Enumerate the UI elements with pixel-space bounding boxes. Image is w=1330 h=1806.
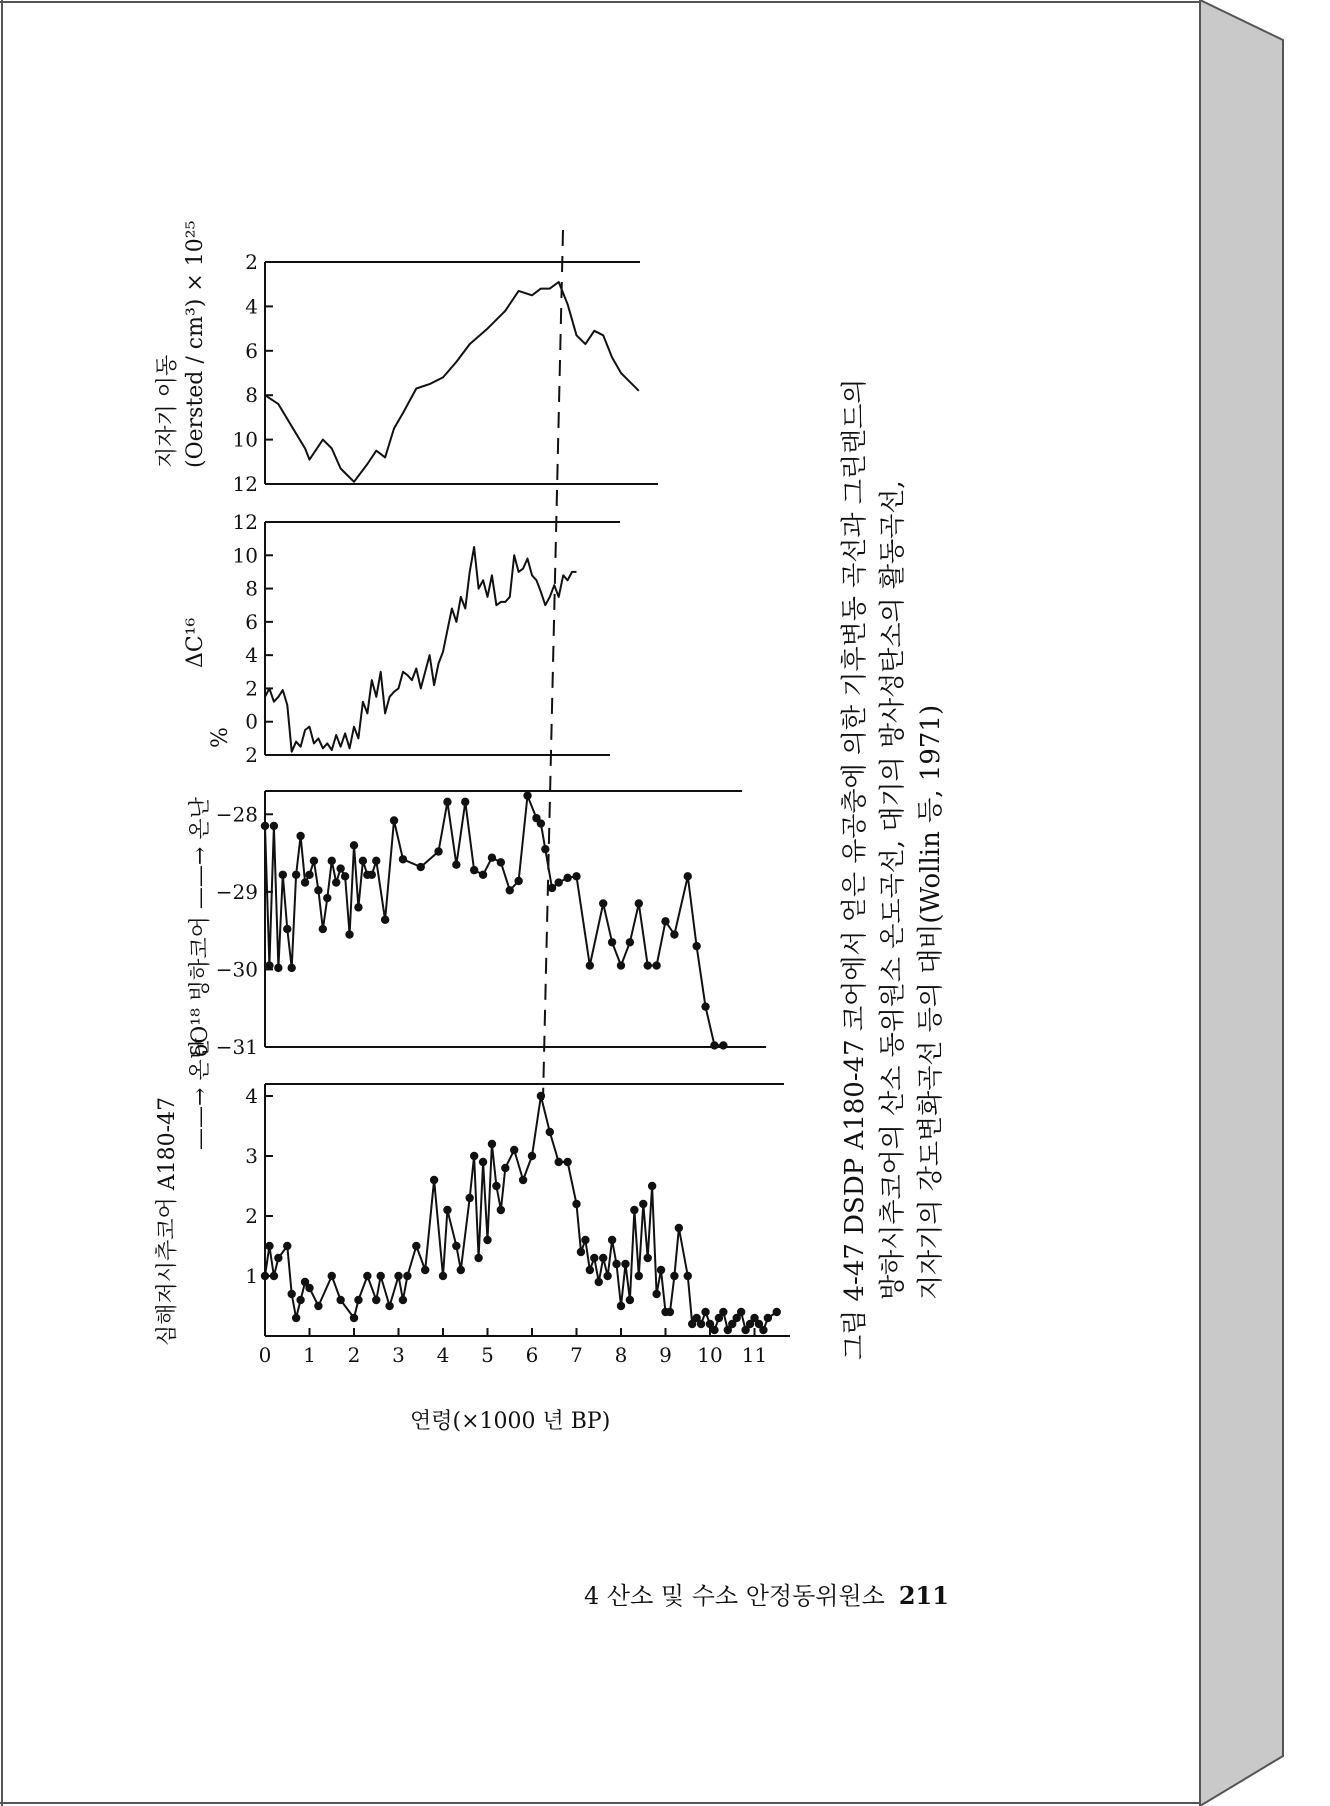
- geo-label-line1: 지자기 이동: [155, 354, 180, 468]
- ice_core_d18O-point: [323, 894, 331, 902]
- deep_sea_core_A180-47-point: [470, 1152, 478, 1160]
- deep_sea_core_A180-47-point: [377, 1272, 385, 1280]
- deep_sea_core_A180-47-point: [586, 1266, 594, 1274]
- ice_core_d18O-point: [319, 925, 327, 933]
- ice_core_d18O-point: [537, 819, 545, 827]
- ice-label: δO¹⁸ 빙하코어 ——→ 온난: [188, 797, 213, 1057]
- ice_core_d18O-point: [719, 1041, 727, 1049]
- c14-tick-label: 8: [245, 576, 258, 601]
- deep_sea_core_A180-47-point: [652, 1290, 660, 1298]
- ice_core_d18O-point: [301, 878, 309, 886]
- deep_sea_core_A180-47-point: [292, 1314, 300, 1322]
- deep_sea_core_A180-47-point: [274, 1254, 282, 1262]
- core-label-line1: 심해저시추코어 A180-47: [155, 1096, 180, 1346]
- ice-tick-label: −30: [215, 957, 258, 982]
- c14-tick-label: 2: [245, 743, 258, 767]
- deep_sea_core_A180-47-point: [488, 1140, 496, 1148]
- c14-tick-label: 0: [245, 709, 258, 734]
- x-tick-label: 4: [436, 1343, 450, 1367]
- ice_core_d18O-point: [336, 864, 344, 872]
- ice_core_d18O-point: [548, 884, 556, 892]
- ice_core_d18O-point: [261, 822, 269, 830]
- deep_sea_core_A180-47-point: [399, 1296, 407, 1304]
- deep_sea_core_A180-47-point: [572, 1200, 580, 1208]
- ice_core_d18O-point: [461, 798, 469, 806]
- ice_core_d18O-point: [328, 857, 336, 865]
- ice_core_d18O-point: [701, 1002, 709, 1010]
- deep_sea_core_A180-47-point: [599, 1254, 607, 1262]
- deep_sea_core_A180-47-point: [537, 1092, 545, 1100]
- deep_sea_core_A180-47-point: [773, 1308, 781, 1316]
- deep_sea_core_A180-47-point: [612, 1260, 620, 1268]
- deep_sea_core_A180-47-point: [608, 1236, 616, 1244]
- deep_sea_core_A180-47-point: [288, 1290, 296, 1298]
- deep_sea_core_A180-47-point: [563, 1158, 571, 1166]
- core-tick-label: 3: [245, 1144, 258, 1168]
- ice_core_d18O-point: [599, 899, 607, 907]
- deep_sea_core_A180-47-point: [670, 1272, 678, 1280]
- c14-tick-label: 6: [245, 609, 258, 634]
- ice_core_d18O-point: [279, 871, 287, 879]
- x-tick-label: 0: [258, 1343, 272, 1367]
- geo-tick-label: 2: [245, 250, 258, 274]
- page-footer: [584, 1576, 949, 1611]
- deep_sea_core_A180-47-point: [363, 1272, 371, 1280]
- footer-text: 4 산소 및 수소 안정동위원소: [584, 1582, 885, 1610]
- deep_sea_core_A180-47-point: [764, 1314, 772, 1322]
- deep_sea_core_A180-47-line: [265, 1096, 777, 1330]
- geo-label-line2: (Oersted / cm³) × 10²⁵: [183, 220, 208, 468]
- geo-ticks: [233, 250, 273, 496]
- core-label-line2: ——→ 온난: [188, 1038, 213, 1150]
- deep_sea_core_A180-47-point: [621, 1260, 629, 1268]
- ice_core_d18O-point: [372, 857, 380, 865]
- deep_sea_core_A180-47-point: [314, 1302, 322, 1310]
- ice-tick-label: −31: [215, 1035, 258, 1059]
- ice_core_d18O-point: [684, 872, 692, 880]
- core-tick-label: 1: [245, 1264, 258, 1288]
- deep_sea_core_A180-47-point: [635, 1272, 643, 1280]
- deep_sea_core_A180-47-point: [412, 1242, 420, 1250]
- ice_core_d18O-point: [586, 961, 594, 969]
- deep_sea_core_A180-47-point: [657, 1266, 665, 1274]
- deep_sea_core_A180-47-point: [510, 1146, 518, 1154]
- ice_core_d18O-point: [270, 822, 278, 830]
- page-number: 211: [898, 1581, 949, 1610]
- core-tick-label: 4: [245, 1084, 258, 1108]
- deep_sea_core_A180-47-point: [666, 1308, 674, 1316]
- ice_core_d18O-point: [626, 938, 634, 946]
- deep_sea_core_A180-47-point: [737, 1308, 745, 1316]
- deep_sea_core_A180-47-point: [617, 1302, 625, 1310]
- deep_sea_core_A180-47-point: [439, 1272, 447, 1280]
- deep_sea_core_A180-47-point: [528, 1152, 536, 1160]
- ice_core_d18O-point: [608, 938, 616, 946]
- ice_core_d18O-point: [341, 872, 349, 880]
- ice_core_d18O-point: [288, 964, 296, 972]
- caption-line-2: 방하시추코어의 산소 동위원소 온도곡선, 대기의 방사성탄소의 활동곡선,: [878, 480, 908, 1300]
- geo-tick-label: 8: [245, 383, 258, 408]
- ice_core_d18O-point: [452, 860, 460, 868]
- ice_core_d18O-point: [354, 903, 362, 911]
- c14-label-line2: %: [208, 727, 233, 748]
- geo-series: [265, 282, 639, 482]
- deep_sea_core_A180-47-point: [577, 1248, 585, 1256]
- deep_sea_core_A180-47-point: [394, 1272, 402, 1280]
- deep_sea_core_A180-47-point: [296, 1296, 304, 1304]
- geo-tick-label: 4: [245, 294, 258, 319]
- ice_core_d18O-point: [381, 916, 389, 924]
- caption-line-1: 그림 4-47 DSDP A180-47 코어에서 얻은 유공충에 의한 기후변동 곡선과 그린랜드의: [840, 378, 870, 1360]
- deep_sea_core_A180-47-point: [501, 1164, 509, 1172]
- ice_core_d18O-point: [497, 858, 505, 866]
- deep_sea_core_A180-47-point: [644, 1254, 652, 1262]
- deep_sea_core_A180-47-point: [328, 1272, 336, 1280]
- deep_sea_core_A180-47-point: [595, 1278, 603, 1286]
- deep_sea_core_A180-47-point: [555, 1158, 563, 1166]
- ice_core_d18O-point: [692, 942, 700, 950]
- geomagnetic-line: [265, 282, 639, 482]
- ice-tick-label: −28: [215, 802, 258, 827]
- x-tick-label: 1: [303, 1343, 316, 1367]
- x-tick-label: 11: [741, 1343, 768, 1367]
- deep_sea_core_A180-47-point: [385, 1302, 393, 1310]
- deep_sea_core_A180-47-point: [684, 1272, 692, 1280]
- ice_core_d18O-point: [305, 871, 313, 879]
- deep_sea_core_A180-47-point: [261, 1272, 269, 1280]
- core-ticks: [245, 1084, 273, 1288]
- x-tick-label: 7: [570, 1343, 583, 1367]
- x-tick-label: 6: [525, 1343, 539, 1367]
- x-axis-ticks: [259, 1328, 768, 1367]
- caption-line-3: 지자기의 강도변화곡선 등의 대비(Wollin 등, 1971): [916, 704, 946, 1300]
- ice_core_d18O-point: [644, 961, 652, 969]
- ice_core_d18O-point: [274, 964, 282, 972]
- c14-ticks: [233, 510, 273, 767]
- core-tick-label: 2: [245, 1204, 258, 1228]
- deep_sea_core_A180-47-point: [305, 1284, 313, 1292]
- ice_core_d18O-point: [332, 878, 340, 886]
- ice_core_d18O-point: [488, 854, 496, 862]
- deep_sea_core_A180-47-point: [497, 1206, 505, 1214]
- deep_sea_core_A180-47-point: [710, 1326, 718, 1334]
- ice_core_d18O-point: [292, 871, 300, 879]
- ice_core_d18O-point: [661, 917, 669, 925]
- deep_sea_core_A180-47-point: [474, 1254, 482, 1262]
- c14-tick-label: 2: [245, 676, 258, 701]
- c14-tick-label: 12: [232, 510, 258, 534]
- deep_sea_core_A180-47-point: [452, 1242, 460, 1250]
- deep_sea_core_A180-47-point: [457, 1266, 465, 1274]
- deep_sea_core_A180-47-point: [719, 1308, 727, 1316]
- deep_sea_core_A180-47-point: [603, 1272, 611, 1280]
- ice_core_d18O-point: [417, 863, 425, 871]
- x-tick-label: 10: [697, 1343, 723, 1367]
- c14-line: [265, 547, 577, 752]
- ice_core_d18O-point: [443, 798, 451, 806]
- deep_sea_core_A180-47-point: [483, 1236, 491, 1244]
- deep_sea_core_A180-47-point: [354, 1296, 362, 1304]
- deep_sea_core_A180-47-point: [590, 1254, 598, 1262]
- ice_core_d18O-point: [470, 866, 478, 874]
- ice_core_d18O-point: [670, 930, 678, 938]
- deep_sea_core_A180-47-point: [546, 1128, 554, 1136]
- ice-tick-label: −29: [215, 879, 258, 904]
- deep_sea_core_A180-47-point: [479, 1158, 487, 1166]
- ice_core_d18O-point: [368, 871, 376, 879]
- x-tick-label: 9: [659, 1343, 672, 1367]
- ice_core_d18O-point: [514, 877, 522, 885]
- ice-series: [261, 791, 728, 1049]
- deep_sea_core_A180-47-point: [265, 1242, 273, 1250]
- ice_core_d18O-point: [617, 961, 625, 969]
- ice_core_d18O-point: [541, 845, 549, 853]
- ice_core_d18O-point: [390, 816, 398, 824]
- deep_sea_core_A180-47-point: [492, 1182, 500, 1190]
- deep_sea_core_A180-47-point: [421, 1266, 429, 1274]
- c14-tick-label: 10: [232, 543, 258, 568]
- x-axis-label: 연령(×1000 년 BP): [410, 1409, 611, 1434]
- deep_sea_core_A180-47-point: [519, 1176, 527, 1184]
- ice_core_d18O-point: [359, 857, 367, 865]
- deep_sea_core_A180-47-point: [350, 1314, 358, 1322]
- ice_core_d18O-point: [314, 886, 322, 894]
- ice_core_d18O-point: [635, 899, 643, 907]
- deep_sea_core_A180-47-point: [581, 1236, 589, 1244]
- deep_sea_core_A180-47-point: [466, 1194, 474, 1202]
- x-tick-label: 3: [392, 1343, 405, 1367]
- deep_sea_core_A180-47-point: [443, 1206, 451, 1214]
- ice_core_d18O-point: [710, 1041, 718, 1049]
- ice_core_d18O-point: [350, 841, 358, 849]
- ice_core_d18O-point: [345, 930, 353, 938]
- ice_core_d18O-point: [479, 871, 487, 879]
- ice_core_d18O-line: [265, 796, 723, 1046]
- ice_core_d18O-point: [296, 832, 304, 840]
- deep_sea_core_A180-47-point: [403, 1272, 411, 1280]
- deep_sea_core_A180-47-point: [701, 1308, 709, 1316]
- c14-label-line1: ΔC¹⁶: [183, 617, 208, 668]
- deep_sea_core_A180-47-point: [626, 1296, 634, 1304]
- ice_core_d18O-point: [434, 847, 442, 855]
- deep_sea_core_A180-47-point: [283, 1242, 291, 1250]
- deep_sea_core_A180-47-point: [639, 1200, 647, 1208]
- geo-tick-label: 10: [232, 427, 258, 452]
- c14-tick-label: 4: [245, 643, 258, 668]
- ice_core_d18O-point: [399, 855, 407, 863]
- ice_core_d18O-point: [563, 874, 571, 882]
- core-series: [261, 1092, 781, 1334]
- correlation-dashed-line: [543, 230, 563, 1100]
- ice_core_d18O-point: [572, 872, 580, 880]
- x-tick-label: 8: [614, 1343, 628, 1367]
- x-tick-label: 2: [347, 1343, 361, 1367]
- deep_sea_core_A180-47-point: [630, 1206, 638, 1214]
- c14-series: [265, 547, 577, 752]
- deep_sea_core_A180-47-point: [697, 1320, 705, 1328]
- ice_core_d18O-point: [310, 857, 318, 865]
- deep_sea_core_A180-47-point: [648, 1182, 656, 1190]
- ice_core_d18O-point: [652, 961, 660, 969]
- book-side-edge: [1200, 0, 1283, 1806]
- geo-tick-label: 12: [232, 472, 258, 496]
- geo-tick-label: 6: [245, 338, 258, 363]
- deep_sea_core_A180-47-point: [372, 1296, 380, 1304]
- deep_sea_core_A180-47-point: [430, 1176, 438, 1184]
- deep_sea_core_A180-47-point: [759, 1326, 767, 1334]
- deep_sea_core_A180-47-point: [270, 1272, 278, 1280]
- ice_core_d18O-point: [506, 886, 514, 894]
- deep_sea_core_A180-47-point: [336, 1296, 344, 1304]
- ice_core_d18O-point: [555, 878, 563, 886]
- x-tick-label: 5: [481, 1343, 494, 1367]
- ice_core_d18O-point: [523, 791, 531, 799]
- ice_core_d18O-point: [265, 961, 273, 969]
- ice_core_d18O-point: [283, 925, 291, 933]
- deep_sea_core_A180-47-point: [675, 1224, 683, 1232]
